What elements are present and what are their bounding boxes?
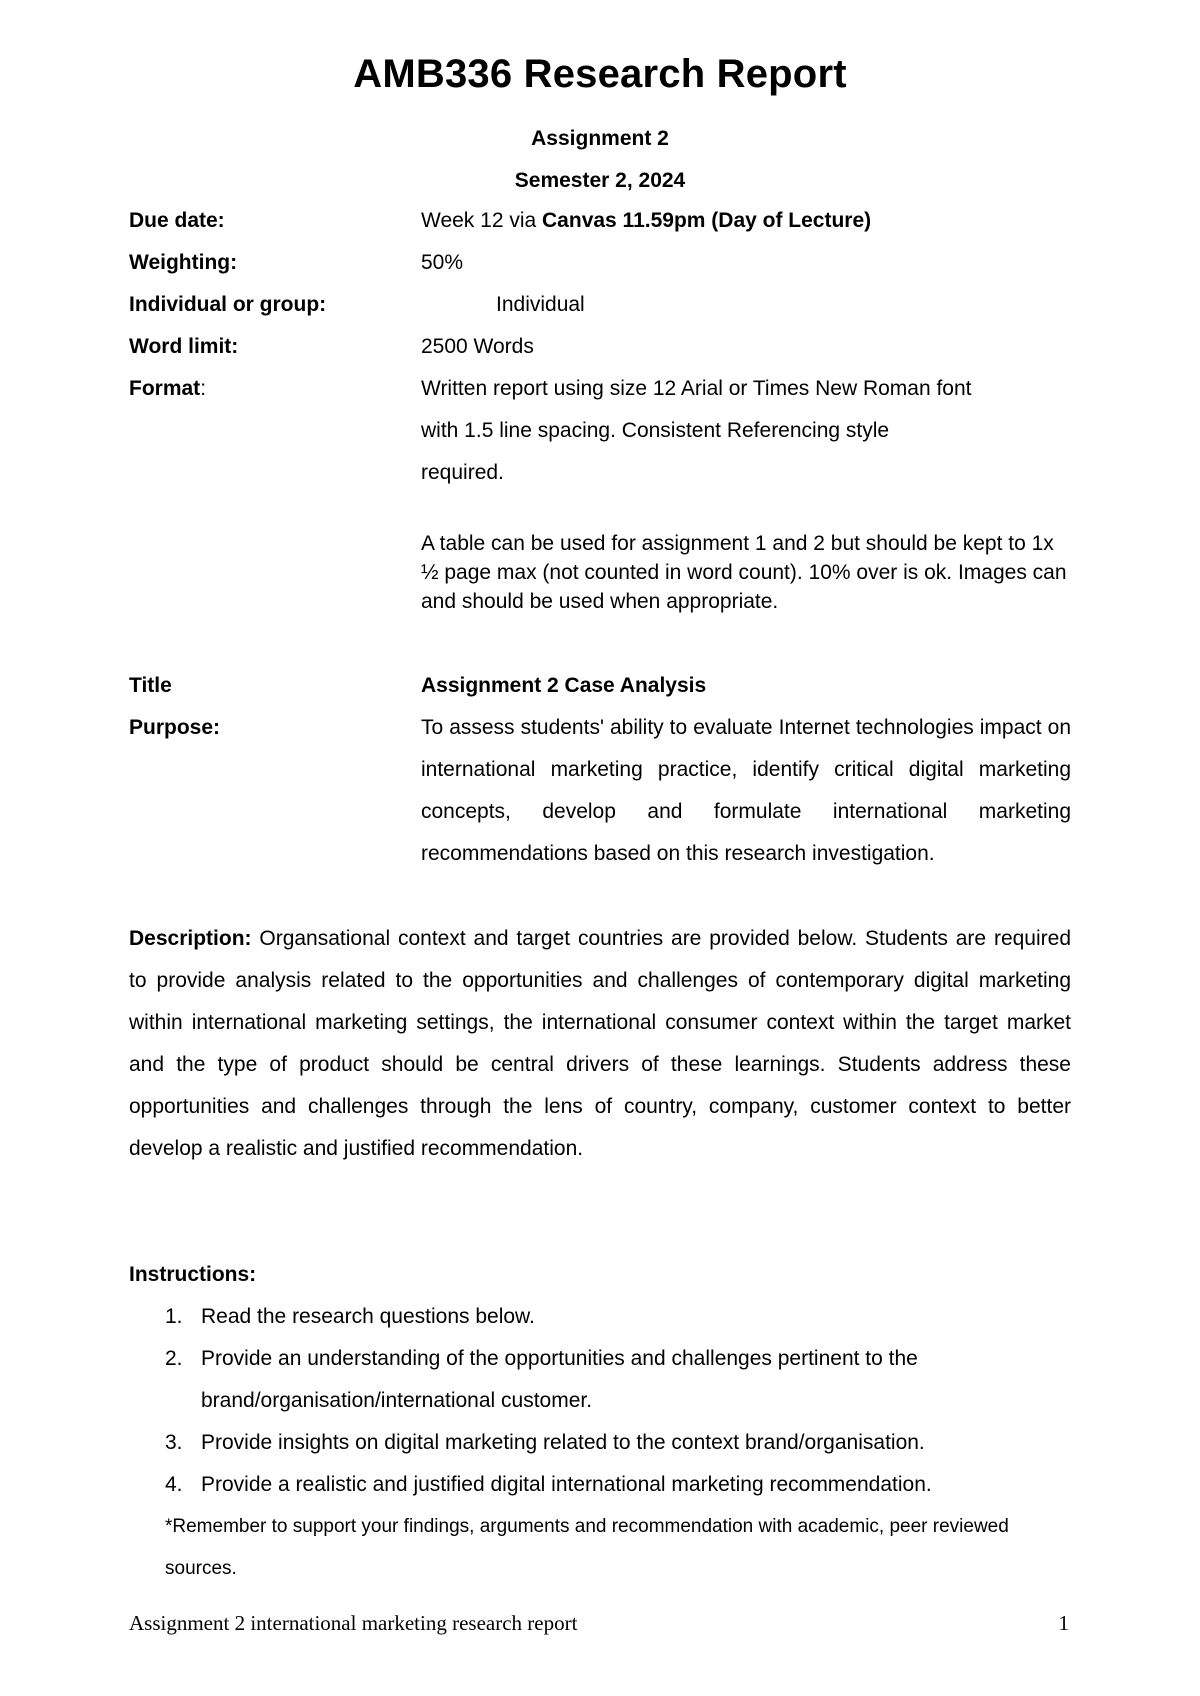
due-date-deadline: Canvas 11.59pm (Day of Lecture) — [542, 209, 872, 232]
format-label — [129, 368, 206, 410]
instruction-text: Provide insights on digital marketing related to the context brand/organisation. — [201, 1431, 925, 1454]
footer-text: Assignment 2 international marketing research report — [129, 1611, 578, 1635]
instruction-item — [165, 1464, 1071, 1506]
instructions-list — [165, 1296, 1071, 1506]
format-line-1: Written report using size 12 Arial or Times New Roman font — [421, 377, 972, 400]
purpose-label: Purpose: — [129, 716, 221, 739]
word-limit-label: Word limit: — [129, 335, 239, 358]
instruction-number: 4. — [165, 1473, 183, 1496]
instruction-number: 3. — [165, 1431, 183, 1454]
due-date-value — [421, 200, 1071, 242]
weighting-label: Weighting: — [129, 251, 238, 274]
format-line-3: required. — [421, 461, 504, 484]
assignment-number: Assignment 2 — [531, 127, 669, 150]
description — [129, 918, 1071, 1170]
format-value — [421, 368, 1071, 494]
reminder-note: *Remember to support your findings, arguments and recommendation with academic, peer reviewed sources. — [165, 1516, 1009, 1579]
title-value: Assignment 2 Case Analysis — [421, 674, 707, 697]
instruction-number: 2. — [165, 1347, 183, 1370]
due-date-prefix: Week 12 via — [421, 209, 543, 232]
description-label: Description: — [129, 927, 252, 950]
due-date-label: Due date: — [129, 209, 225, 232]
instruction-number: 1. — [165, 1305, 183, 1328]
semester: Semester 2, 2024 — [514, 169, 686, 192]
instruction-item — [165, 1422, 1071, 1464]
format-label-colon: : — [200, 377, 207, 400]
instruction-text: Provide a realistic and justified digital international marketing recommendation. — [201, 1473, 932, 1496]
weighting-value: 50% — [421, 251, 464, 274]
instructions-heading: Instructions: — [129, 1263, 257, 1286]
instruction-item — [165, 1338, 1071, 1422]
instruction-item — [165, 1296, 1071, 1338]
format-label-text: Format — [129, 377, 201, 400]
group-value: Individual — [496, 293, 585, 316]
instruction-text: Provide an understanding of the opportunities and challenges pertinent to the brand/organisation/international customer. — [201, 1347, 918, 1412]
document-title: AMB336 Research Report — [353, 52, 847, 96]
instruction-text: Read the research questions below. — [201, 1305, 535, 1328]
group-label: Individual or group: — [129, 293, 327, 316]
format-line-2: with 1.5 line spacing. Consistent Referencing style — [421, 419, 890, 442]
format-note: A table can be used for assignment 1 and 2 but should be kept to 1x ½ page max (not counted in word count). 10% over is ok. Images can and should be used when appropriate. — [421, 532, 1067, 613]
page-number: 1 — [1058, 1611, 1069, 1635]
description-text: Organsational context and target countries are provided below. Students are required to provide analysis related to the opportunities and challenges of contemporary digital marketing within international marketing settings, the international consumer context within the target market and the type of product should be central drivers of these learnings. Students address these opportunities and challenges through the lens of country, company, customer context to better develop a realistic and justified recommendation. — [129, 927, 1071, 1160]
word-limit-value: 2500 Words — [421, 335, 534, 358]
title-label: Title — [129, 674, 172, 697]
purpose-value: To assess students' ability to evaluate Internet technologies impact on international marketing practice, identify critical digital marketing concepts, develop and formulate international marketing recommendations based on this research investigation. — [421, 716, 1071, 865]
